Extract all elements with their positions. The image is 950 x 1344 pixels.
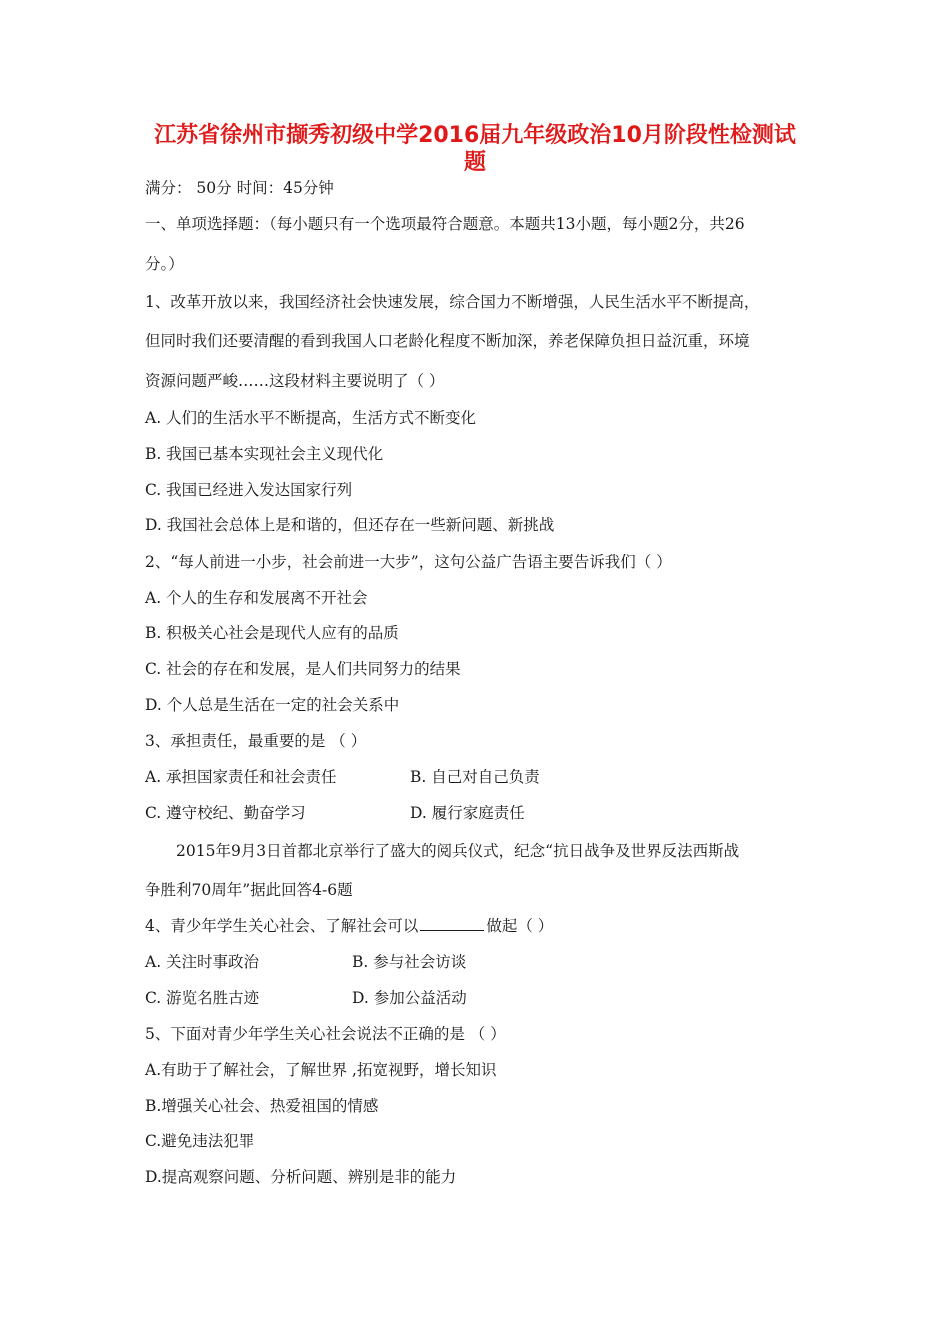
q2-option-b: B. 积极关心社会是现代人应有的品质 <box>145 624 399 642</box>
q3-option-a: A. 承担国家责任和社会责任 <box>145 768 337 786</box>
answer-blank <box>420 916 484 931</box>
q3-option-d: D. 履行家庭责任 <box>410 804 525 822</box>
q3-option-b: B. 自己对自己负责 <box>410 768 540 786</box>
exam-title-line-2: 题 <box>463 150 486 175</box>
q4-option-c: C. 游览名胜古迹 <box>145 989 260 1007</box>
q4-stem-text: 4、青少年学生关心社会、了解社会可以 <box>145 917 419 935</box>
section-heading-line-2: 分。） <box>145 255 184 273</box>
q3-stem: 3、承担责任，最重要的是 （ ） <box>145 732 367 750</box>
exam-title-line-1: 江苏省徐州市撷秀初级中学2016届九年级政治10月阶段性检测试 <box>154 123 796 148</box>
q5-option-d: D.提高观察问题、分析问题、辨别是非的能力 <box>145 1168 457 1186</box>
q5-option-b: B.增强关心社会、热爱祖国的情感 <box>145 1097 379 1115</box>
q4-option-d: D. 参加公益活动 <box>352 989 467 1007</box>
q1-option-c: C. 我国已经进入发达国家行列 <box>145 481 353 499</box>
q1-option-d: D. 我国社会总体上是和谐的，但还存在一些新问题、新挑战 <box>145 516 555 534</box>
q1-stem-line-1: 1、改革开放以来，我国经济社会快速发展，综合国力不断增强，人民生活水平不断提高， <box>145 293 760 311</box>
q2-option-a: A. 个人的生存和发展离不开社会 <box>145 589 368 607</box>
q4-stem <box>145 916 553 936</box>
q1-stem-line-2: 但同时我们还要清醒的看到我国人口老龄化程度不断加深，养老保障负担日益沉重，环境 <box>145 332 750 350</box>
exam-meta: 满分： 50分 时间：45分钟 <box>145 179 334 197</box>
q4-option-a: A. 关注时事政治 <box>145 953 260 971</box>
q5-option-a: A.有助于了解社会，了解世界 ,拓宽视野，增长知识 <box>145 1061 497 1079</box>
q4-option-b: B. 参与社会访谈 <box>352 953 467 971</box>
q2-option-d: D. 个人总是生活在一定的社会关系中 <box>145 696 400 714</box>
q2-option-c: C. 社会的存在和发展，是人们共同努力的结果 <box>145 660 461 678</box>
q3-option-c: C. 遵守校纪、勤奋学习 <box>145 804 306 822</box>
material-line-1: 2015年9月3日首都北京举行了盛大的阅兵仪式，纪念“抗日战争及世界反法西斯战 <box>176 842 740 860</box>
q1-option-a: A. 人们的生活水平不断提高，生活方式不断变化 <box>145 409 477 427</box>
q2-stem: 2、“每人前进一小步，社会前进一大步”，这句公益广告语主要告诉我们（ ） <box>145 553 672 571</box>
q1-stem-line-3: 资源问题严峻……这段材料主要说明了（ ） <box>145 372 445 390</box>
q5-stem: 5、下面对青少年学生关心社会说法不正确的是 （ ） <box>145 1025 506 1043</box>
q4-stem-suffix: 做起（ ） <box>486 917 554 935</box>
q5-option-c: C.避免违法犯罪 <box>145 1132 255 1150</box>
q1-option-b: B. 我国已基本实现社会主义现代化 <box>145 445 384 463</box>
section-heading-line-1: 一、单项选择题：（每小题只有一个选项最符合题意。本题共13小题，每小题2分，共26 <box>145 215 745 233</box>
material-line-2: 争胜利70周年”据此回答4-6题 <box>145 881 353 899</box>
